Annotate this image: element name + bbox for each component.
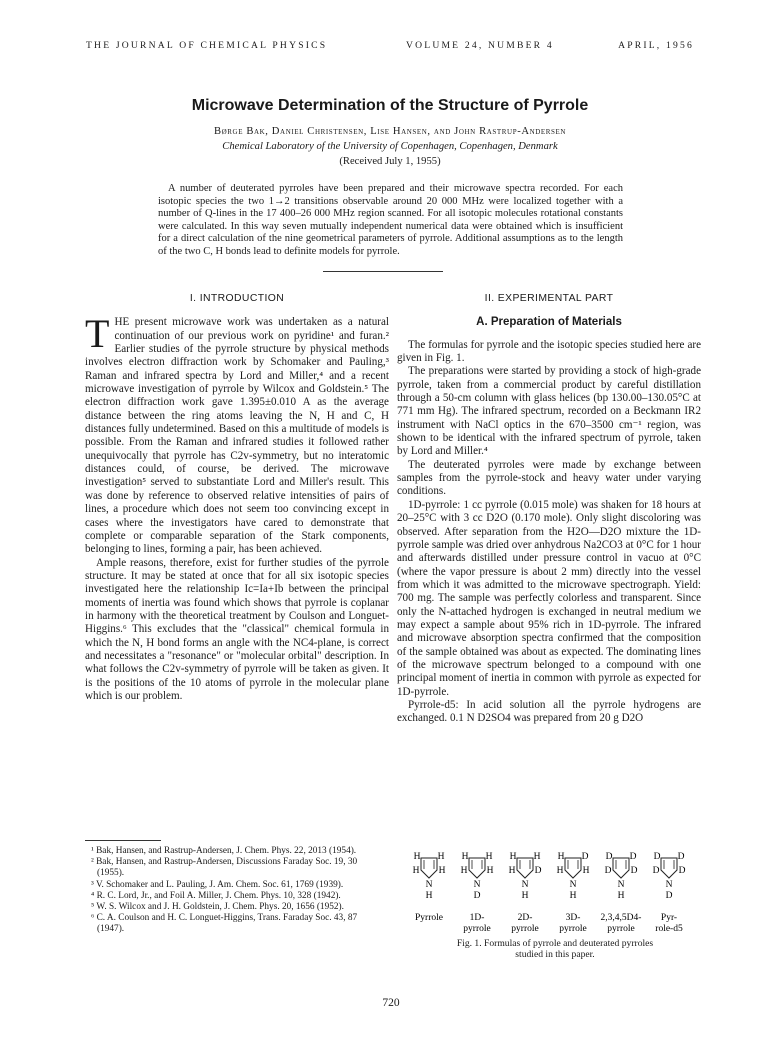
atom-label: H [556, 866, 564, 876]
atom-label: H [508, 866, 516, 876]
molecule-name-line-2: pyrrole [607, 924, 635, 934]
atom-label: H [461, 852, 469, 862]
molecule-name-line-2: pyrrole [463, 924, 491, 934]
section-heading-introduction: I. INTRODUCTION [189, 293, 285, 304]
pyrrole-ring [661, 858, 677, 878]
nitrogen-label: N [473, 880, 481, 890]
molecule-name: 2D- [517, 913, 533, 923]
experimental-paragraph-3: The deuterated pyrroles were made by exchange between samples from the pyrrole-stock and heavy water under varying conditions. [397, 458, 701, 498]
nitrogen-substituent-label: D [665, 891, 673, 901]
nitrogen-label: N [521, 880, 529, 890]
nitrogen-substituent-label: H [569, 891, 577, 901]
molecule-name-line-2: pyrrole [559, 924, 587, 934]
footnote-1: ¹ Bak, Hansen, and Rastrup-Andersen, J. Chem. Phys. 22, 2013 (1954). [91, 846, 357, 856]
atom-label: D [581, 852, 589, 862]
subsection-heading-preparation: A. Preparation of Materials [476, 316, 622, 329]
experimental-paragraph-4: 1D-pyrrole: 1 cc pyrrole (0.015 mole) was shaken for 18 hours at 20–25°C with 3 cc D2O (0.170 mole). Only slight discoloring was observed. After separation from the H2O—D2O mixture the 1D-pyrrole sample was dried over anhydrous Na2CO3 at 0°C for 1 hour and afterwards distilled under pressure control in vacuo at 0°C (where the vapor pressure is about 2 mm) directly into the vessel from which it was admitted to the microwave spectrograph. Yield: 700 mg. The sample was perfectly colorless and transparent. Since only the N-attached hydrogen is exchanged in neutral medium we may expect a sample about 95% rich in 1D-pyrrole. The infrared and microwave absorption spectra confirmed that the composition of the sample obtained was about as expected. The dominating lines of the microwave spectrum belonged to a compound with one principal moment of inertia in common with pyrrole as expected for 1D-pyrrole. [397, 498, 701, 698]
pyrrole-ring [517, 858, 533, 878]
atom-label: H [509, 852, 517, 862]
atom-label: H [533, 852, 541, 862]
paper-title: Microwave Determination of the Structure of Pyrrole [191, 97, 589, 114]
atom-label: H [437, 852, 445, 862]
caption-line-1: Fig. 1. Formulas of pyrrole and deuterated pyrroles [456, 938, 654, 949]
section-divider [323, 271, 443, 272]
abstract: A number of deuterated pyrroles have been prepared and their microwave spectra recorded. For each isotopic species the two 1→2 transitions observable around 20 000 MHz were localized together with a number of Q-lines in the 17 400–26 000 MHz region scanned. For all isotopic molecules rotational constants were calculated. In this way seven mutually independent numerical data were obtained which is insufficient for a direct calculation of the nine geometrical parameters of pyrrole. Additional assumptions as to the length of the two C, H bonds lead to definite models for pyrrole. [158, 183, 623, 257]
page-number: 720 [382, 997, 400, 1009]
issue-date: APRIL, 1956 [618, 40, 694, 51]
introduction-paragraph-1 [85, 311, 389, 556]
right-column [397, 292, 701, 726]
pyrrole-ring [421, 858, 437, 878]
nitrogen-substituent-label: H [521, 891, 529, 901]
molecule-name-line-2: pyrrole [511, 924, 539, 934]
affiliation: Chemical Laboratory of the University of Copenhagen, Copenhagen, Denmark [222, 141, 558, 152]
footnote-divider [85, 840, 161, 841]
nitrogen-substituent-label: H [617, 891, 625, 901]
footnote-2: ² Bak, Hansen, and Rastrup-Andersen, Discussions Faraday Soc. 19, 30 (1955). [91, 857, 358, 879]
molecule-name: Pyrrole [415, 913, 443, 923]
footnotes [85, 846, 385, 936]
footnote-3: ³ V. Schomaker and L. Pauling, J. Am. Chem. Soc. 61, 1769 (1939). [91, 879, 344, 890]
footnote-5: ⁵ W. S. Wilcox and J. H. Goldstein, J. Chem. Phys. 20, 1656 (1952). [91, 902, 344, 913]
pyrrole-ring [613, 858, 629, 878]
atom-label: D [605, 852, 613, 862]
atom-label: H [413, 852, 421, 862]
atom-label: D [652, 866, 660, 876]
atom-label: D [534, 866, 542, 876]
molecule-name: Pyr- [660, 913, 678, 923]
nitrogen-substituent-label: H [425, 891, 433, 901]
volume-number: VOLUME 24, NUMBER 4 [406, 40, 554, 51]
atom-label: D [630, 866, 638, 876]
atom-label: H [557, 852, 565, 862]
nitrogen-label: N [665, 880, 673, 890]
nitrogen-label: N [425, 880, 433, 890]
molecule-name: 2,3,4,5D4- [600, 913, 642, 923]
molecule-name: 1D- [469, 913, 485, 923]
left-column [85, 292, 389, 703]
pyrrole-ring [469, 858, 485, 878]
nitrogen-label: N [569, 880, 577, 890]
footnote-4: ⁴ R. C. Lord, Jr., and Foil A. Miller, J. Chem. Phys. 10, 328 (1942). [91, 890, 341, 901]
structural-formulas-diagram [405, 848, 705, 938]
figure-1-caption [405, 938, 705, 960]
atom-label: H [485, 852, 493, 862]
nitrogen-substituent-label: D [473, 891, 481, 901]
atom-label: D [604, 866, 612, 876]
footnote-6: ⁶ C. A. Coulson and H. C. Longuet-Higgins, Trans. Faraday Soc. 43, 87 (1947). [91, 913, 358, 935]
atom-label: H [486, 866, 494, 876]
atom-label: H [438, 866, 446, 876]
drop-cap: T [85, 311, 110, 357]
atom-label: D [629, 852, 637, 862]
introduction-paragraph-1-text: HE present microwave work was undertaken as a natural continuation of our previous work on pyridine¹ and furan.² Earlier studies of the pyrrole structure by physical methods involves electron diffraction work by Schomaker and Pauling,³ Raman and infrared spectra by Lord and Miller,⁴ and a recent microwave investigation of pyrrole by Wilcox and Goldstein.⁵ The electron diffraction work gave 1.395±0.010 A as the average distance between the ring atoms leaving the N, H and C, H distances fully undetermined. Based on this a multitude of models is possible. From the Raman and infrared studies it followed rather unequivocally that pyrrole has C2v-symmetry, but no interatomic distances could, of course, be derived. The microwave investigation⁵ served to substantiate Lord and Miller's result. This was done by reference to observed relative intensities of pairs of lines, a procedure which does not seem too convincing except in cases where the investigators have cared to demonstrate that complete or comparable separation of the Stark components, belonging to lines, forming a pair, has been achieved. [85, 316, 389, 556]
experimental-paragraph-2: The preparations were started by providing a stock of high-grade pyrrole, taken from a commercial product by careful distillation through a 50-cm column with glass helices (bp 130.00–130.05°C at 771 mm Hg). The infrared spectrum, recorded on a Beckmann IR2 instrument with NaCl optics in the 670–3500 cm⁻¹ region, was shown to be identical with the infrared spectrum of pyrrole, taken by Lord and Miller.⁴ [397, 365, 701, 458]
atom-label: D [678, 866, 686, 876]
journal-name: THE JOURNAL OF CHEMICAL PHYSICS [86, 40, 328, 51]
experimental-paragraph-1: The formulas for pyrrole and the isotopic species studied here are given in Fig. 1. [397, 338, 701, 365]
caption-line-2: studied in this paper. [515, 949, 595, 960]
atom-label: H [582, 866, 590, 876]
pyrrole-ring [565, 858, 581, 878]
atom-label: D [653, 852, 661, 862]
author-list: Børge Bak, Daniel Christensen, Lise Hansen, and John Rastrup-Andersen [213, 126, 567, 137]
nitrogen-label: N [617, 880, 625, 890]
introduction-paragraph-2: Ample reasons, therefore, exist for further studies of the pyrrole structure. It may be stated at once that for all six isotopic species investigated here the relationship Ic=Ia+Ib between the principal moments of inertia was found which shows that pyrrole is coplanar in harmony with the theoretical treatment by Coulson and Longuet-Higgins.⁶ This excludes that the "classical" chemical formula in which the N, H bond forms an angle with the NC4-plane, is correct and necessitates a "resonance" or "molecular orbital" description. In what follows the C2v-symmetry of pyrrole will be taken as given. It is the positions of the 10 atoms of pyrrole in the molecular plane which is our problem. [85, 556, 389, 702]
section-heading-experimental: II. EXPERIMENTAL PART [484, 293, 614, 304]
atom-label: H [412, 866, 420, 876]
molecule-name-line-2: role-d5 [655, 924, 683, 934]
received-date: (Received July 1, 1955) [339, 156, 441, 167]
atom-label: H [460, 866, 468, 876]
atom-label: D [677, 852, 685, 862]
molecule-name: 3D- [565, 913, 581, 923]
running-head [86, 40, 694, 54]
experimental-paragraph-5: Pyrrole-d5: In acid solution all the pyrrole hydrogens are exchanged. 0.1 N D2SO4 was prepared from 20 g D2O [397, 698, 701, 725]
